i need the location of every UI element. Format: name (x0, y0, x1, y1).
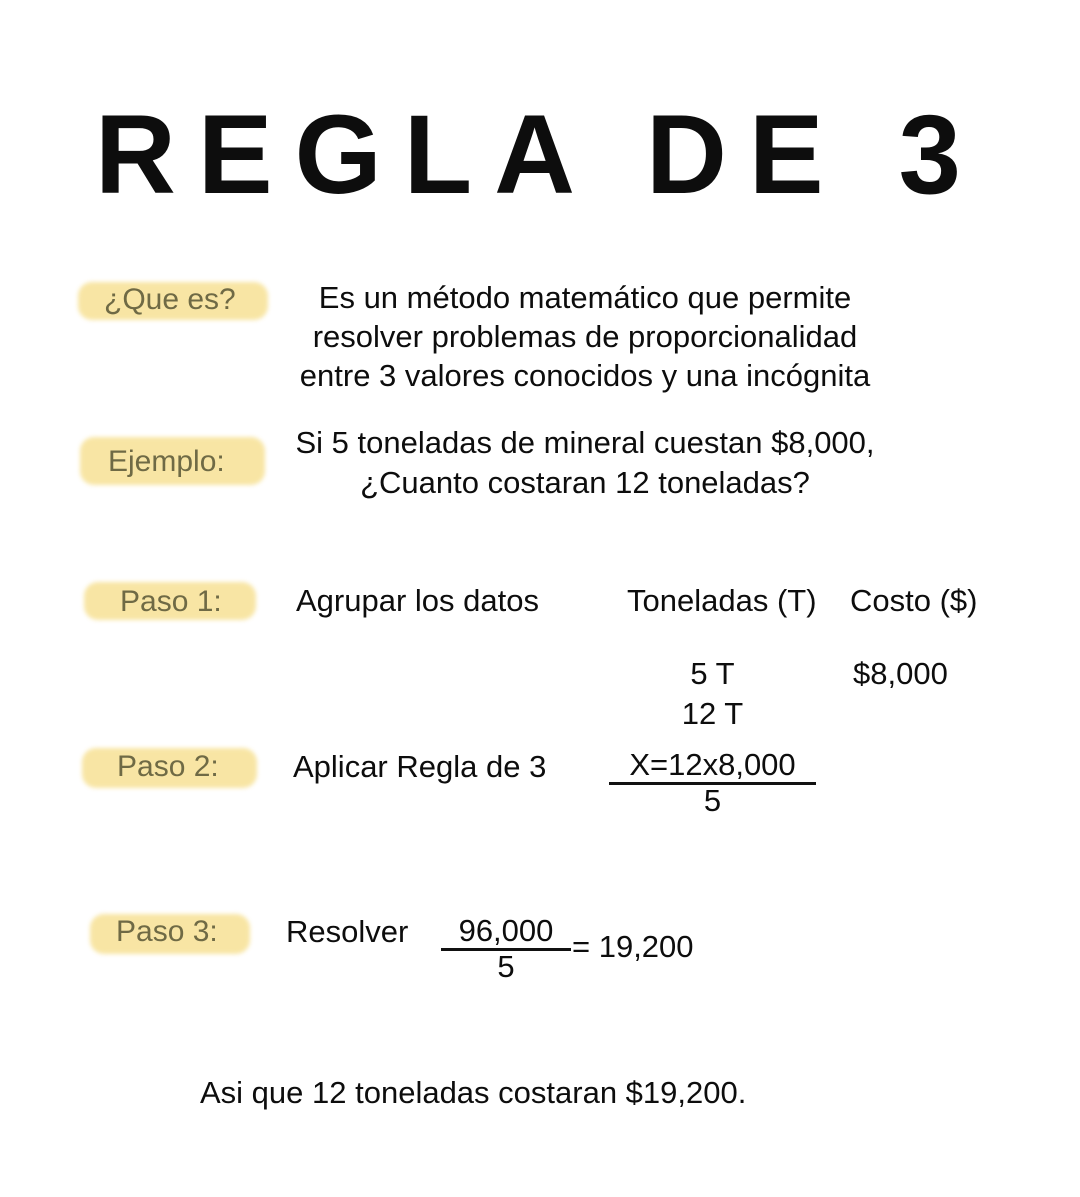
step1-label: Paso 1: (120, 585, 222, 618)
table-cell: 12 T (681, 696, 744, 731)
step3-result: = 19,200 (572, 929, 694, 964)
step1-description: Agrupar los datos (296, 583, 539, 618)
definition-text: Es un método matemático que permite resolver problemas de proporcionalidad entre 3 valores conocidos y una incógnita (299, 280, 871, 393)
step2-description: Aplicar Regla de 3 (293, 749, 547, 784)
table-cell: $8,000 (853, 656, 948, 691)
step3-description: Resolver (286, 914, 409, 949)
table-cell: 5 T (690, 656, 735, 691)
table-header-cost: Costo ($) (850, 583, 978, 618)
conclusion-text: Asi que 12 toneladas costaran $19,200. (200, 1075, 747, 1110)
example-text: Si 5 toneladas de mineral cuestan $8,000, ¿Cuanto costaran 12 toneladas? (295, 425, 875, 500)
step3-label: Paso 3: (116, 915, 218, 948)
step2-label: Paso 2: (117, 750, 219, 783)
step2-formula: $\frac{X=12x8,000}{5}$ (609, 748, 816, 817)
page-title: REGLA DE 3 (95, 92, 983, 217)
definition-label: ¿Que es? (104, 283, 236, 316)
table-header-tons: Toneladas (T) (627, 583, 817, 618)
example-label: Ejemplo: (108, 445, 225, 478)
step3-formula: $\frac{96,000}{5}$ (441, 914, 571, 983)
